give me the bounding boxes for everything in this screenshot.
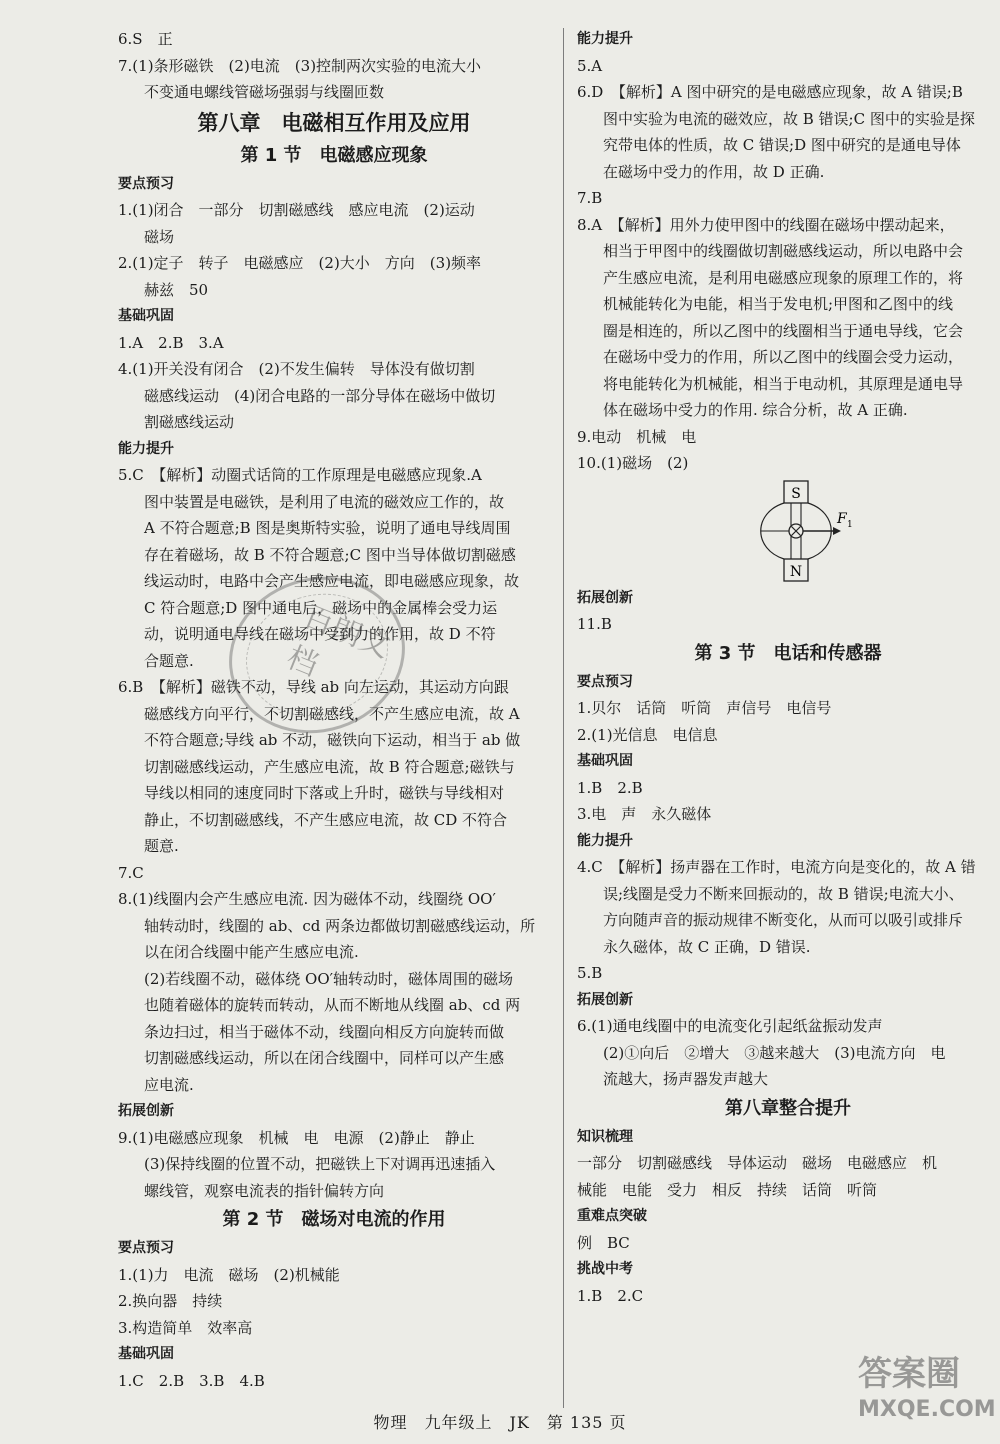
subsection-heading: 基础巩固 [118, 1346, 174, 1362]
answer-line: 以在闭合线圈中能产生感应电流. [144, 943, 359, 961]
answer-line: 圈是相连的，所以乙图中的线圈相当于通电导线，它会 [603, 321, 964, 340]
stamp-text: 百朗文档 [281, 599, 395, 684]
subsection-heading: 能力提升 [577, 31, 633, 47]
subsection-heading: 挑战中考 [577, 1261, 633, 1277]
answer-line: 图中装置是电磁铁，是利用了电流的磁效应工作的，故 [144, 492, 505, 511]
answer-line: 4.C 【解析】扬声器在工作时，电流方向是变化的，故 A 错 [577, 858, 976, 876]
answer-line: 7.B [577, 189, 603, 207]
answer-line: 误;线圈是受力不断来回振动的，故 B 错误;电流大小、 [603, 884, 964, 903]
answer-line: 8.(1)线圈内会产生感应电流. 因为磁体不动，线圈绕 OO′ [118, 890, 496, 908]
figure-container [577, 477, 999, 585]
answer-line: 10.(1)磁场 (2) [577, 454, 689, 472]
answer-line: 1.A 2.B 3.A [118, 333, 224, 352]
answer-line: 赫兹 50 [144, 280, 209, 299]
answer-line: 3.电 声 永久磁体 [577, 805, 712, 823]
chapter-title: 第八章 电磁相互作用及应用 [197, 110, 471, 135]
answer-line: 机械能转化为电能，相当于发电机;甲图和乙图中的线 [603, 295, 954, 313]
answer-line: 轴转动时，线圈的 ab、cd 两条边都做切割磁感线运动，所 [144, 916, 536, 935]
answer-line: 动，说明通电导线在磁场中受到力的作用，故 D 不符 [144, 625, 496, 643]
answer-line: 在磁场中受力的作用，所以乙图中的线圈会受力运动， [603, 348, 964, 366]
answer-line: 合题意. [144, 651, 194, 670]
answer-line: 例 BC [577, 1233, 630, 1252]
subsection-heading: 基础巩固 [577, 753, 633, 769]
answer-line: (2)①向后 ②增大 ③越来越大 (3)电流方向 电 [603, 1043, 946, 1062]
answer-line: 7.C [118, 863, 144, 882]
answer-line: 应电流. [144, 1075, 194, 1094]
subsection-heading: 要点预习 [118, 175, 174, 192]
answer-line: (2)若线圈不动，磁体绕 OO′轴转动时，磁体周围的磁场 [144, 969, 514, 988]
section-title: 第八章整合提升 [725, 1097, 851, 1119]
answer-line: C 符合题意;D 图中通电后，磁场中的金属棒会受力运 [144, 598, 498, 617]
answer-line: 究带电体的性质，故 C 错误;D 图中研究的是通电导体 [603, 136, 961, 154]
answer-line: 1.贝尔 话筒 听筒 声信号 电信号 [577, 699, 832, 717]
answer-line: 磁场 [144, 227, 175, 246]
answer-line: A 不符合题意;B 图是奥斯特实验，说明了通电导线周围 [144, 519, 511, 537]
subsection-heading: 拓展创新 [577, 589, 633, 606]
right-column [577, 26, 999, 1309]
answer-line: 割磁感线运动 [144, 413, 235, 431]
answer-line: 2.(1)定子 转子 电磁感应 (2)大小 方向 (3)频率 [118, 254, 482, 272]
answer-line: 线运动时，电路中会产生感应电流，即电磁感应现象，故 [144, 572, 520, 590]
answer-line: 5.B [577, 964, 603, 982]
answer-line: 1.C 2.B 3.B 4.B [118, 1371, 265, 1390]
answer-line: 图中实验为电流的磁效应，故 B 错误;C 图中的实验是探 [603, 109, 975, 128]
answer-line: 磁感线方向平行，不切割磁感线，不产生感应电流，故 A [144, 704, 520, 723]
answer-line: 6.D 【解析】A 图中研究的是电磁感应现象，故 A 错误;B [577, 83, 963, 101]
subsection-heading: 知识梳理 [577, 1128, 633, 1145]
page-footer: 物理 九年级上 JK 第 135 页 [373, 1413, 627, 1432]
answer-line: 切割磁感线运动，所以在闭合线圈中，同样可以产生感 [144, 1049, 505, 1067]
answer-line: 方向随声音的振动规律不断变化，从而可以吸引或排斥 [603, 911, 964, 929]
section-title: 第 1 节 电磁感应现象 [240, 144, 428, 166]
watermark-line1: 答案圈 [858, 1354, 960, 1394]
section-title: 第 3 节 电话和传感器 [694, 642, 882, 664]
motor-force-diagram [747, 479, 867, 583]
left-column [118, 26, 550, 1394]
answer-line: 切割磁感线运动，产生感应电流，故 B 符合题意;磁铁与 [144, 757, 515, 776]
answer-line: 体在磁场中受力的作用. 综合分析，故 A 正确. [603, 401, 908, 419]
answer-line: 2.换向器 持续 [118, 1292, 223, 1310]
answer-line: 也随着磁体的旋转而转动，从而不断地从线圈 ab、cd 两 [144, 996, 521, 1014]
answer-line: 械能 电能 受力 相反 持续 话筒 听筒 [577, 1180, 878, 1199]
magnet-north-label: S [791, 485, 801, 502]
watermark-line2: MXQE.COM [858, 1397, 996, 1422]
subsection-heading: 拓展创新 [577, 991, 633, 1008]
answer-line: 在磁场中受力的作用，故 D 正确. [603, 162, 825, 181]
answer-line: 产生感应电流，是利用电磁感应现象的原理工作的，将 [603, 268, 964, 287]
answer-line: 7.(1)条形磁铁 (2)电流 (3)控制两次实验的电流大小 [118, 56, 482, 75]
subsection-heading: 能力提升 [118, 440, 174, 457]
answer-line: 11.B [577, 615, 612, 633]
answer-line: 6.S 正 [118, 30, 173, 48]
answer-line: 导线以相同的速度同时下落或上升时，磁铁与导线相对 [144, 784, 505, 802]
subsection-heading: 基础巩固 [118, 308, 174, 324]
answer-line: 相当于甲图中的线圈做切割磁感线运动，所以电路中会 [603, 242, 964, 260]
answer-line: 永久磁体，故 C 正确，D 错误. [603, 937, 811, 956]
subsection-heading: 重难点突破 [577, 1208, 647, 1224]
answer-line: 9.电动 机械 电 [577, 427, 697, 446]
answer-line: 不符合题意;导线 ab 不动，磁铁向下运动，相当于 ab 做 [144, 731, 521, 749]
answer-line: 螺线管，观察电流表的指针偏转方向 [144, 1181, 385, 1200]
subsection-heading: 能力提升 [577, 832, 633, 849]
force-label: F [837, 510, 847, 527]
subsection-heading: 拓展创新 [118, 1103, 174, 1119]
answer-line: 静止，不切割磁感线，不产生感应电流，故 CD 不符合 [144, 810, 508, 829]
answer-line: 1.B 2.B [577, 778, 643, 797]
answer-line: 条边扫过，相当于磁体不动，线圈向相反方向旋转而做 [144, 1022, 505, 1041]
answer-line: 3.构造简单 效率高 [118, 1318, 253, 1337]
answer-line: 将电能转化为机械能，相当于电动机，其原理是通电导 [603, 374, 964, 393]
answer-line: 5.C 【解析】动圈式话筒的工作原理是电磁感应现象.A [118, 466, 482, 484]
column-divider [563, 28, 564, 1408]
magnet-south-label: N [789, 563, 803, 580]
answer-line: 1.(1)闭合 一部分 切割磁感线 感应电流 (2)运动 [118, 201, 475, 219]
answer-line: 1.(1)力 电流 磁场 (2)机械能 [118, 1265, 340, 1284]
section-title: 第 2 节 磁场对电流的作用 [222, 1209, 446, 1230]
answer-line: 8.A 【解析】用外力使甲图中的线圈在磁场中摆动起来， [577, 215, 955, 234]
answer-line: 存在着磁场，故 B 不符合题意;C 图中当导体做切割磁感 [144, 545, 516, 564]
answer-line: 不变通电螺线管磁场强弱与线圈匝数 [144, 83, 385, 101]
force-subscript: 1 [847, 519, 853, 530]
answer-line: 9.(1)电磁感应现象 机械 电 电源 (2)静止 静止 [118, 1128, 475, 1147]
answer-line: 流越大，扬声器发声越大 [603, 1070, 769, 1088]
subsection-heading: 要点预习 [577, 673, 633, 690]
answer-line: 2.(1)光信息 电信息 [577, 725, 718, 744]
subsection-heading: 要点预习 [118, 1240, 174, 1256]
answer-line: 题意. [144, 837, 179, 855]
answer-line: 6.B 【解析】磁铁不动，导线 ab 向左运动，其运动方向跟 [118, 678, 509, 696]
answer-line: 4.(1)开关没有闭合 (2)不发生偏转 导体没有做切割 [118, 360, 475, 378]
answer-line: (3)保持线圈的位置不动，把磁铁上下对调再迅速插入 [144, 1155, 496, 1173]
answer-line: 磁感线运动 (4)闭合电路的一部分导体在磁场中做切 [144, 386, 496, 405]
answer-line: 5.A [577, 56, 603, 75]
answer-line: 6.(1)通电线圈中的电流变化引起纸盆振动发声 [577, 1017, 883, 1035]
answer-line: 1.B 2.C [577, 1286, 644, 1305]
answer-line: 一部分 切割磁感线 导体运动 磁场 电磁感应 机 [577, 1154, 938, 1172]
